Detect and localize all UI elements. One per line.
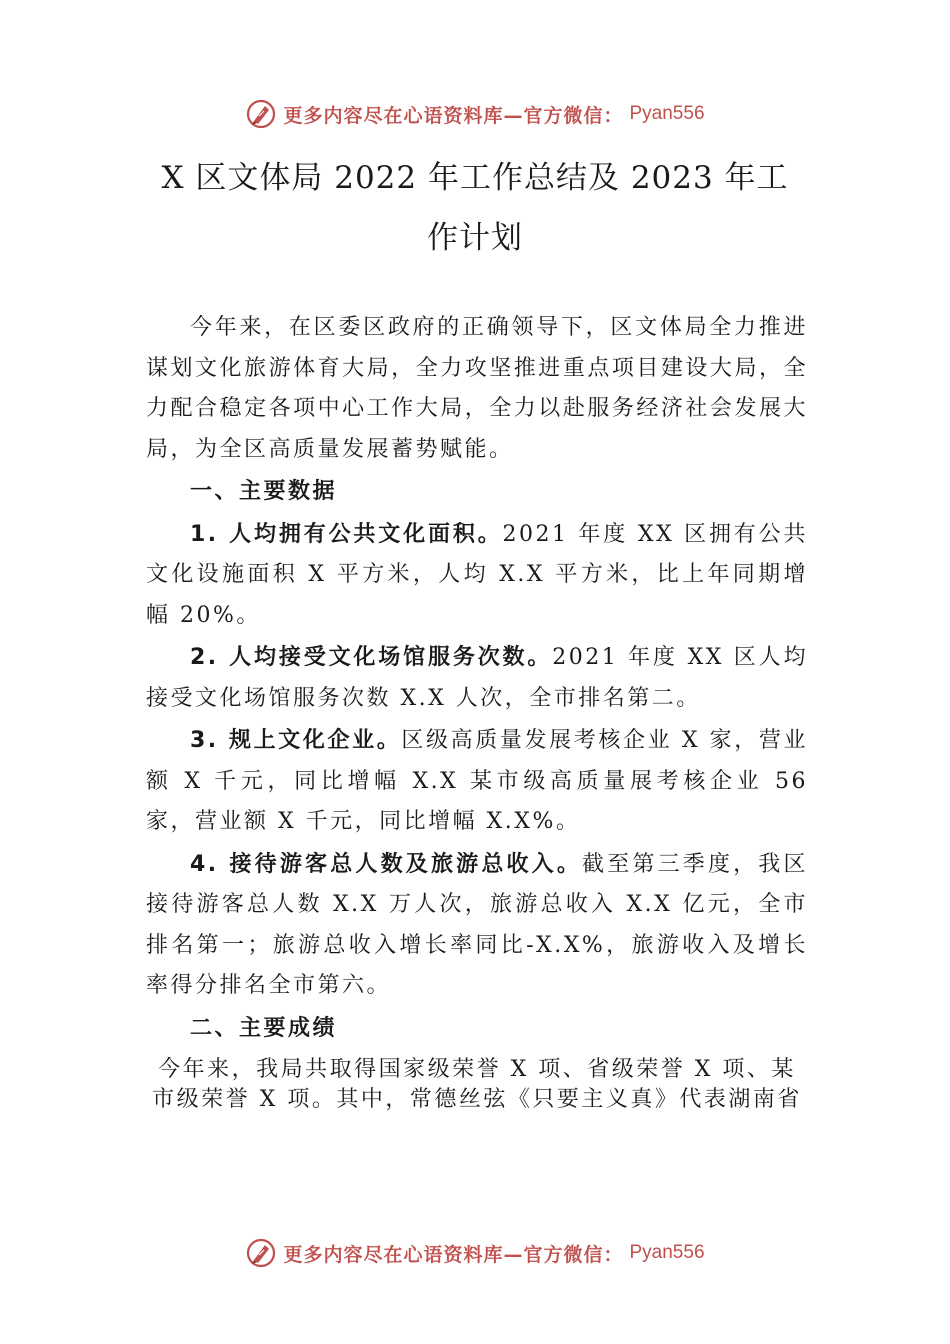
section-heading-achievements: 二、主要成绩 (190, 1015, 338, 1041)
data-item-3-text: 区级高质量发展考核企业 X 家，营业额 X 千元，同比增幅 X.X 某市级高质量展考核企业 56 家，营业额 X 千元，同比增幅 X.X%。 (146, 728, 809, 834)
data-item-1 (146, 515, 808, 637)
document-body (146, 308, 808, 1115)
title-line-2: 作计划 (427, 220, 523, 256)
data-item-3 (146, 721, 808, 843)
watermark-text: 更多内容尽在心语资料库—官方微信： (283, 1243, 624, 1266)
data-item-4-lead: 4. 接待游客总人数及旅游总收入。 (190, 851, 583, 877)
section-heading-main-data: 一、主要数据 (190, 479, 338, 504)
pen-nib-logo-icon (245, 98, 277, 130)
data-item-2 (146, 638, 808, 719)
title-line-1: X 区文体局 2022 年工作总结及 2023 年工 (161, 160, 789, 196)
achievements-paragraph: 今年来，我局共取得国家级荣誉 X 项、省级荣誉 X 项、某市级荣誉 X 项。其中，常德丝弦《只要主义真》代表湖南省 (152, 1057, 802, 1112)
watermark-text: 更多内容尽在心语资料库—官方微信： (283, 104, 624, 127)
data-item-4-text: 截至第三季度，我区接待游客总人数 X.X 万人次，旅游总收入 X.X 亿元，全市排名第一；旅游总收入增长率同比-X.X%，旅游收入及增长率得分排名全市第六。 (146, 851, 808, 998)
data-item-1-text: 2021 年度 XX 区拥有公共文化设施面积 X 平方米，人均 X.X 平方米，比上年同期增幅 20%。 (146, 521, 809, 628)
data-item-2-lead: 2. 人均接受文化场馆服务次数。 (190, 645, 553, 670)
pen-nib-logo-icon (245, 1237, 277, 1269)
data-item-3-lead: 3. 规上文化企业。 (190, 728, 402, 753)
data-item-4 (146, 845, 808, 1007)
watermark-banner-top (0, 94, 950, 134)
document-title (140, 148, 810, 268)
data-item-2-text: 2021 年度 XX 区人均接受文化场馆服务次数 X.X 人次，全市排名第二。 (146, 645, 809, 711)
intro-paragraph: 今年来，在区委区政府的正确领导下，区文体局全力推进谋划文化旅游体育大局，全力攻坚推进重点项目建设大局，全力配合稳定各项中心工作大局，全力以赴服务经济社会发展大局，为全区高质量发展蓄势赋能。 (146, 315, 808, 462)
watermark-contact: Pyan556 (629, 103, 705, 124)
watermark-banner-bottom (0, 1233, 950, 1273)
watermark-contact: Pyan556 (629, 1242, 705, 1263)
data-item-1-lead: 1. 人均拥有公共文化面积。 (190, 521, 503, 547)
